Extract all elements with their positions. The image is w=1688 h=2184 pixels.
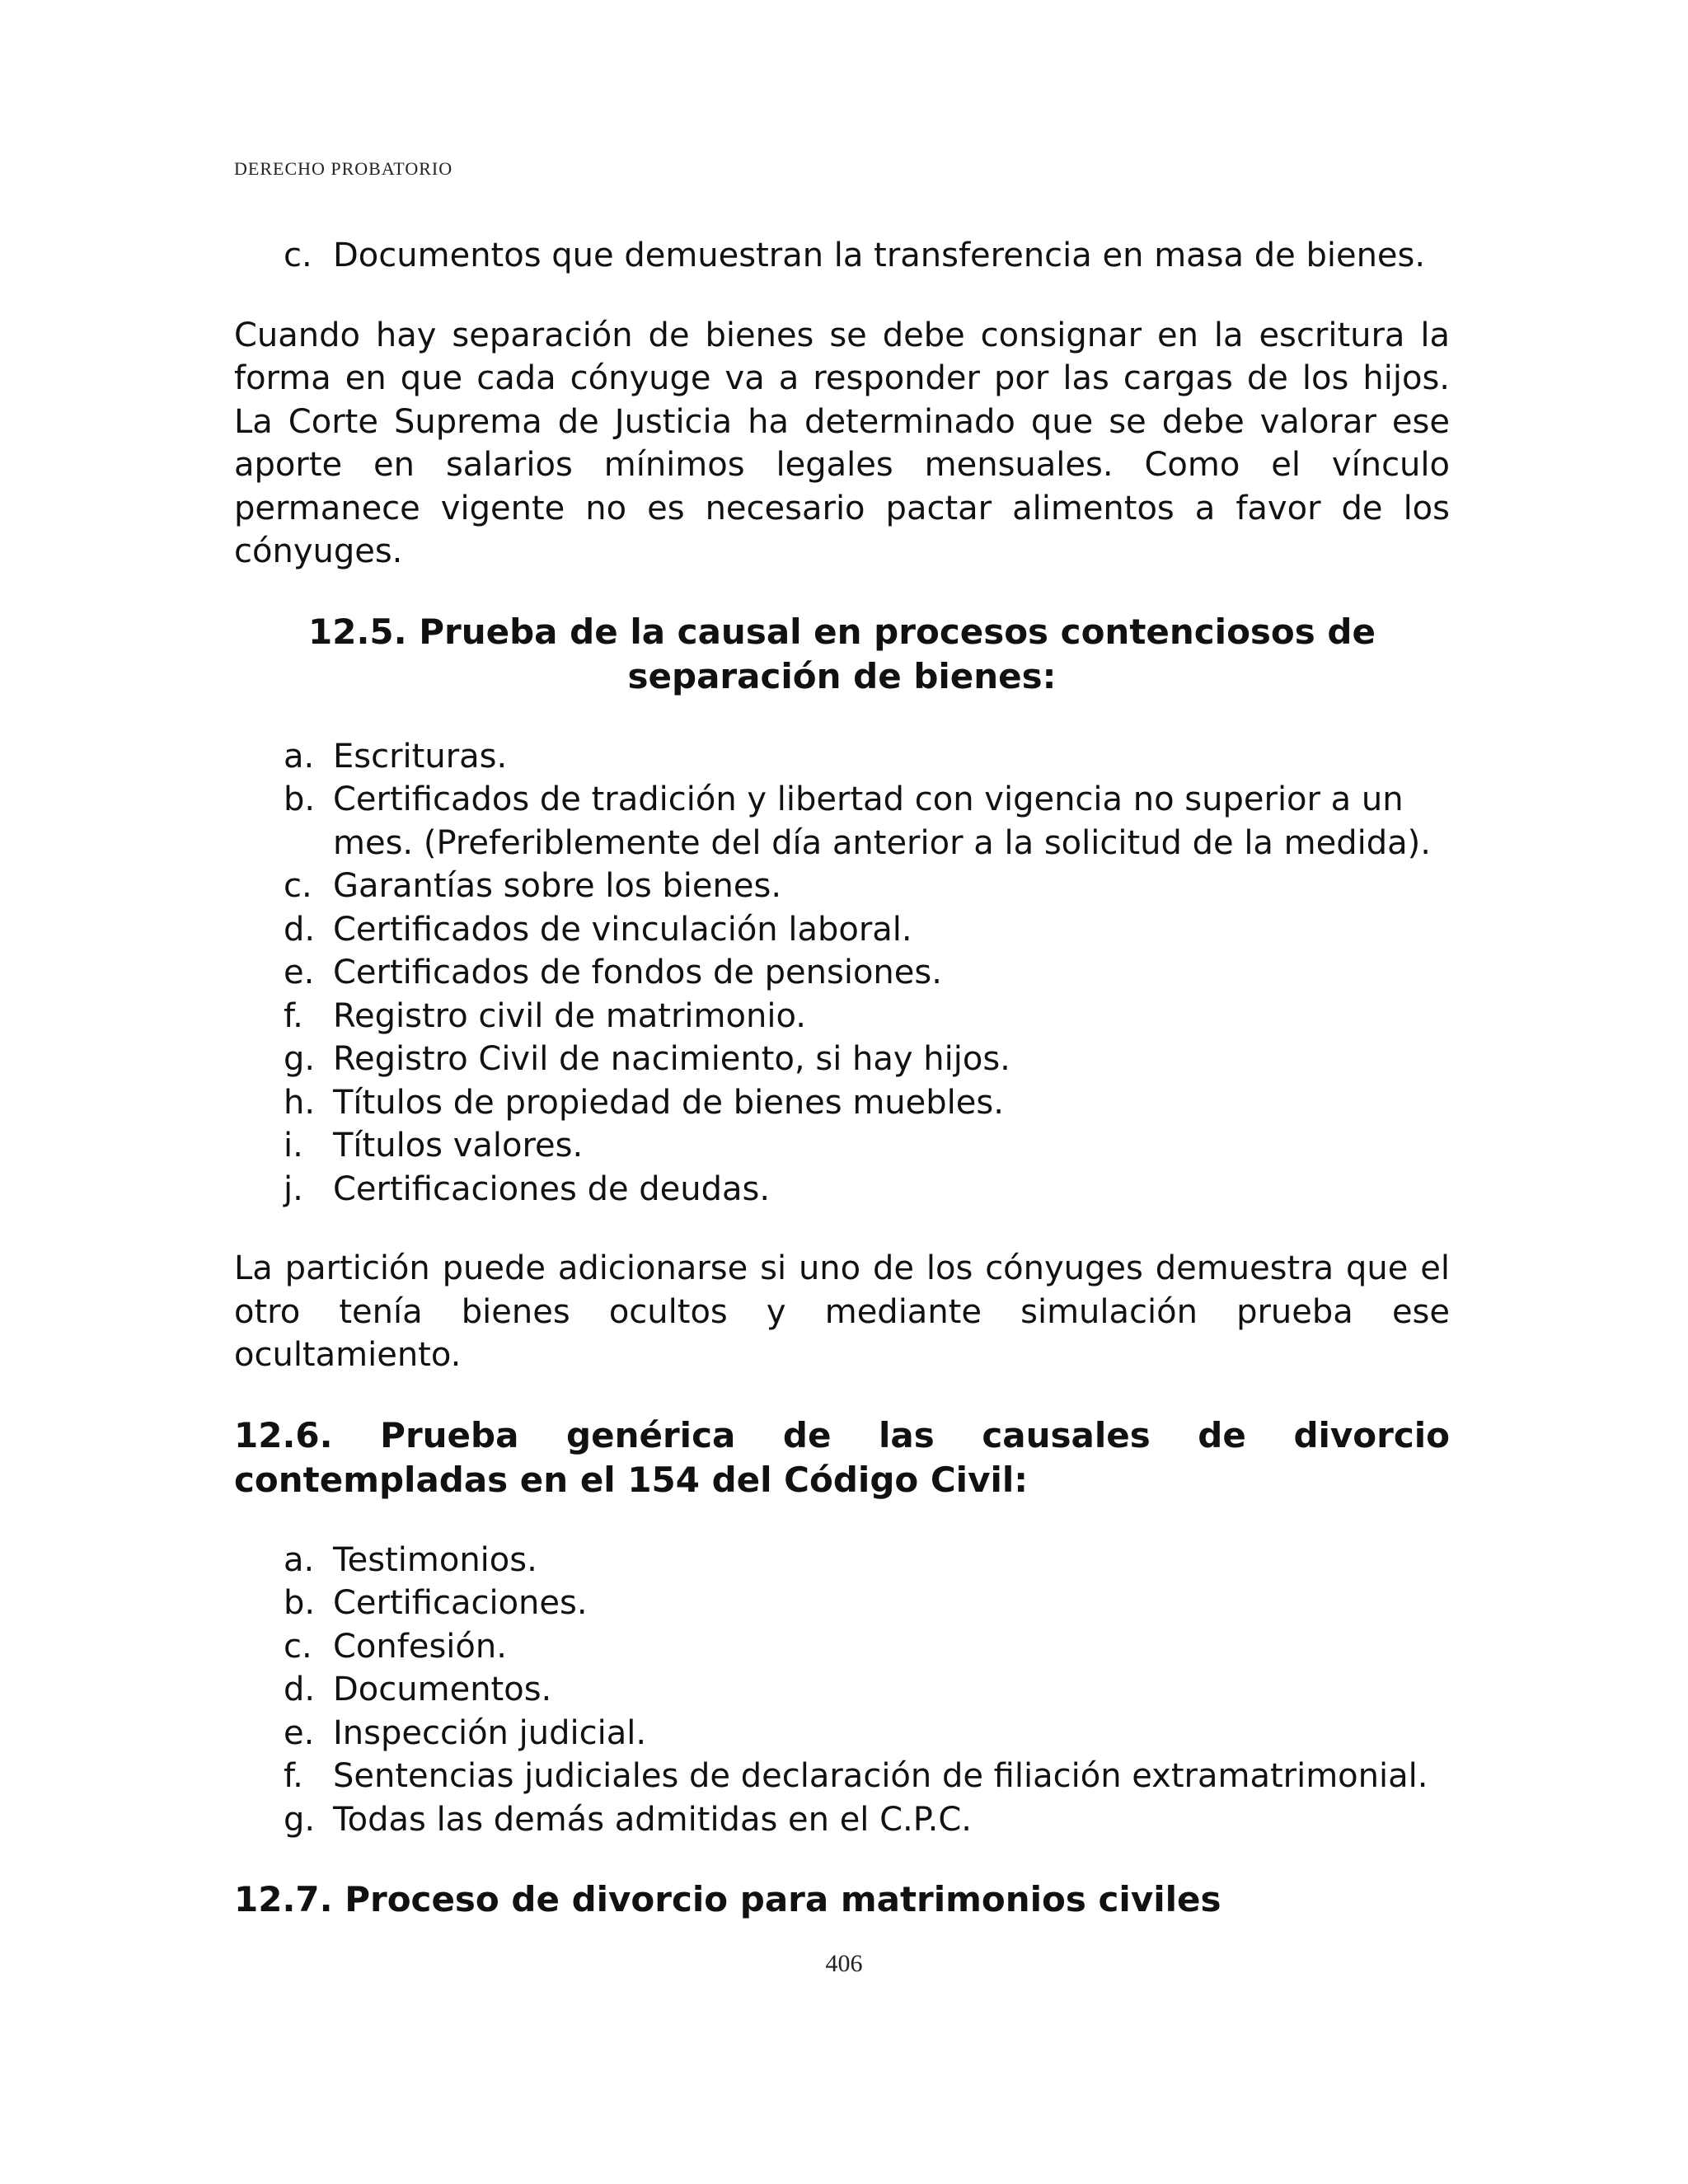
section-heading-12-5: 12.5. Prueba de la causal en procesos contenciosos de separación de bienes: [308, 611, 1376, 696]
list-marker: g. [284, 1040, 316, 1078]
page-content [234, 234, 1450, 1922]
list-item [234, 1712, 1450, 1755]
list-marker: b. [284, 1584, 316, 1622]
list-item [234, 1038, 1450, 1081]
list-item-text: Garantías sobre los bienes. [333, 867, 782, 905]
list-item-text: Certificados de vinculación laboral. [333, 910, 912, 949]
section-heading-12-7: 12.7. Proceso de divorcio para matrimonios civiles [234, 1879, 1221, 1919]
list-item-text: Certificados de tradición y libertad con vigencia no superior a un mes. (Preferiblemente del día anterior a la solicitud de la medida). [333, 780, 1431, 862]
list-item [234, 1798, 1450, 1842]
list-marker: b. [284, 780, 316, 818]
list-item [234, 1582, 1450, 1625]
list-marker: d. [284, 1671, 316, 1708]
list-marker: g. [284, 1800, 316, 1839]
list-marker: j. [284, 1169, 303, 1208]
list-item-text: Escrituras. [333, 737, 508, 776]
list-item [234, 995, 1450, 1038]
list-marker: c. [284, 867, 312, 905]
list-marker: h. [284, 1083, 316, 1122]
list-item [234, 1081, 1450, 1125]
list-item-text: Testimonios. [333, 1540, 537, 1579]
list-item [234, 1124, 1450, 1168]
running-header: DERECHO PROBATORIO [234, 158, 453, 179]
list-marker: c. [284, 1627, 312, 1666]
list-item [234, 735, 1450, 779]
list-marker: e. [284, 1713, 315, 1752]
list-12-6 [234, 1539, 1450, 1842]
list-marker: i. [284, 1127, 303, 1165]
list-marker: a. [284, 737, 315, 776]
list-item-text: Registro civil de matrimonio. [333, 996, 806, 1035]
list-item-text: Documentos que demuestran la transferencia en masa de bienes. [333, 237, 1426, 274]
list-item [234, 1168, 1450, 1212]
list-item [234, 1668, 1450, 1712]
list-item [234, 865, 1450, 908]
list-item-text: Todas las demás admitidas en el C.P.C. [333, 1800, 973, 1839]
list-marker: c. [284, 237, 312, 274]
top-list [234, 234, 1450, 278]
list-item-text: Certificaciones. [333, 1584, 588, 1622]
list-marker: f. [284, 1757, 303, 1795]
paragraph-separacion-bienes: Cuando hay separación de bienes se debe consignar en la escritura la forma en que cada cónyuge va a responder por las cargas de los hijos. La Corte Suprema de Justicia ha determinado que se debe valorar ese aporte en salarios mínimos legales mensuales. Como el vínculo permanece vigente no es necesario pactar alimentos a favor de los cónyuges. [234, 316, 1450, 570]
page-number: 406 [825, 1950, 863, 1977]
list-item-text: Registro Civil de nacimiento, si hay hijos. [333, 1040, 1010, 1078]
list-item [234, 1539, 1450, 1582]
list-item-text: Títulos de propiedad de bienes muebles. [333, 1083, 1004, 1122]
list-item [234, 234, 1450, 278]
list-item [234, 908, 1450, 952]
list-marker: e. [284, 954, 315, 991]
list-marker: a. [284, 1540, 315, 1579]
list-item [234, 778, 1450, 865]
list-item-text: Inspección judicial. [333, 1713, 647, 1752]
list-12-5 [234, 735, 1450, 1212]
list-item-text: Certificados de fondos de pensiones. [333, 954, 942, 991]
list-item-text: Confesión. [333, 1627, 507, 1666]
list-marker: f. [284, 996, 303, 1035]
list-item [234, 1755, 1450, 1798]
list-item-text: Sentencias judiciales de declaración de filiación extramatrimonial. [333, 1757, 1428, 1795]
list-item-text: Documentos. [333, 1671, 552, 1708]
paragraph-particion: La partición puede adicionarse si uno de los cónyuges demuestra que el otro tenía bienes ocultos y mediante simulación prueba ese ocultamiento. [234, 1249, 1450, 1374]
list-item-text: Certificaciones de deudas. [333, 1169, 771, 1208]
list-item [234, 951, 1450, 995]
list-item [234, 1625, 1450, 1669]
list-marker: d. [284, 910, 316, 949]
section-heading-12-6: 12.6. Prueba genérica de las causales de divorcio contempladas en el 154 del Código Civil: [234, 1414, 1450, 1500]
list-item-text: Títulos valores. [333, 1127, 584, 1165]
